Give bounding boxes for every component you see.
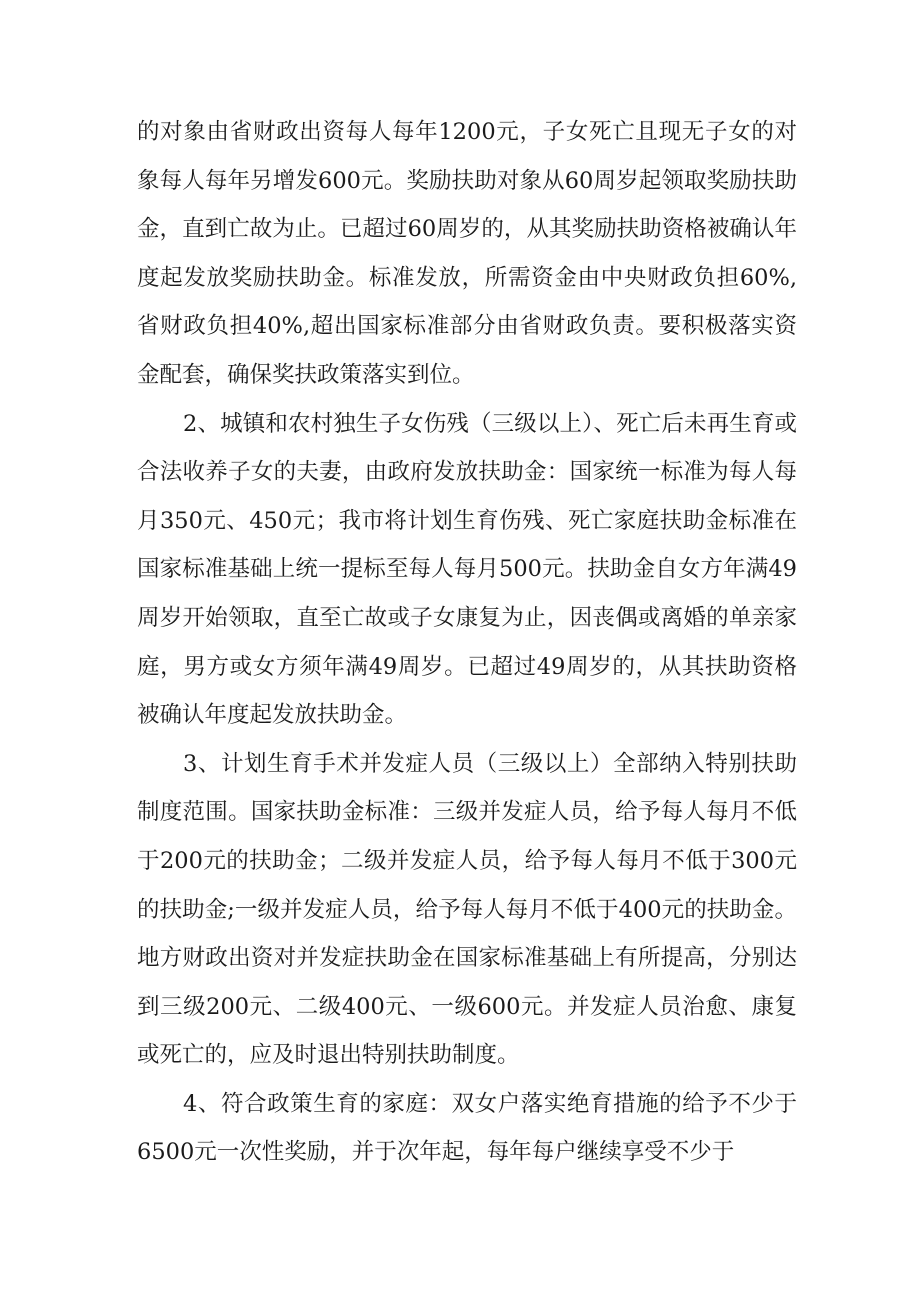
paragraph-3: 3、计划生育手术并发症人员（三级以上）全部纳入特别扶助制度范围。国家扶助金标准：三级并发症人员，给予每人每月不低于200元的扶助金；二级并发症人员，给予每人每月不低于300元的扶助金;一级并发症人员，给予每人每月不低于400元的扶助金。地方财政出资对并发症扶助金在国家标准基础上有所提高，分别达到三级200元、二级400元、一级600元。并发症人员治愈、康复或死亡的，应及时退出特别扶助制度。 [137,750,797,1069]
paragraph-4: 4、符合政策生育的家庭：双女户落实绝育措施的给予不少于6500元一次性奖励，并于次年起，每年每户继续享受不少于 [137,1090,797,1166]
paragraph-2: 2、城镇和农村独生子女伤残（三级以上）、死亡后未再生育或合法收养子女的夫妻，由政府发放扶助金：国家统一标准为每人每月350元、450元；我市将计划生育伤残、死亡家庭扶助金标准在国家标准基础上统一提标至每人每月500元。扶助金自女方年满49周岁开始领取，直至亡故或子女康复为止，因丧偶或离婚的单亲家庭，男方或女方须年满49周岁。已超过49周岁的，从其扶助资格被确认年度起发放扶助金。 [137,410,797,729]
paragraph-1: 的对象由省财政出资每人每年1200元，子女死亡且现无子女的对象每人每年另增发600元。奖励扶助对象从60周岁起领取奖励扶助金，直到亡故为止。已超过60周岁的，从其奖励扶助资格被确认年度起发放奖励扶助金。标准发放，所需资金由中央财政负担60%,省财政负担40%,超出国家标准部分由省财政负责。要积极落实资金配套，确保奖扶政策落实到位。 [137,119,797,388]
document-page [137,108,797,1177]
